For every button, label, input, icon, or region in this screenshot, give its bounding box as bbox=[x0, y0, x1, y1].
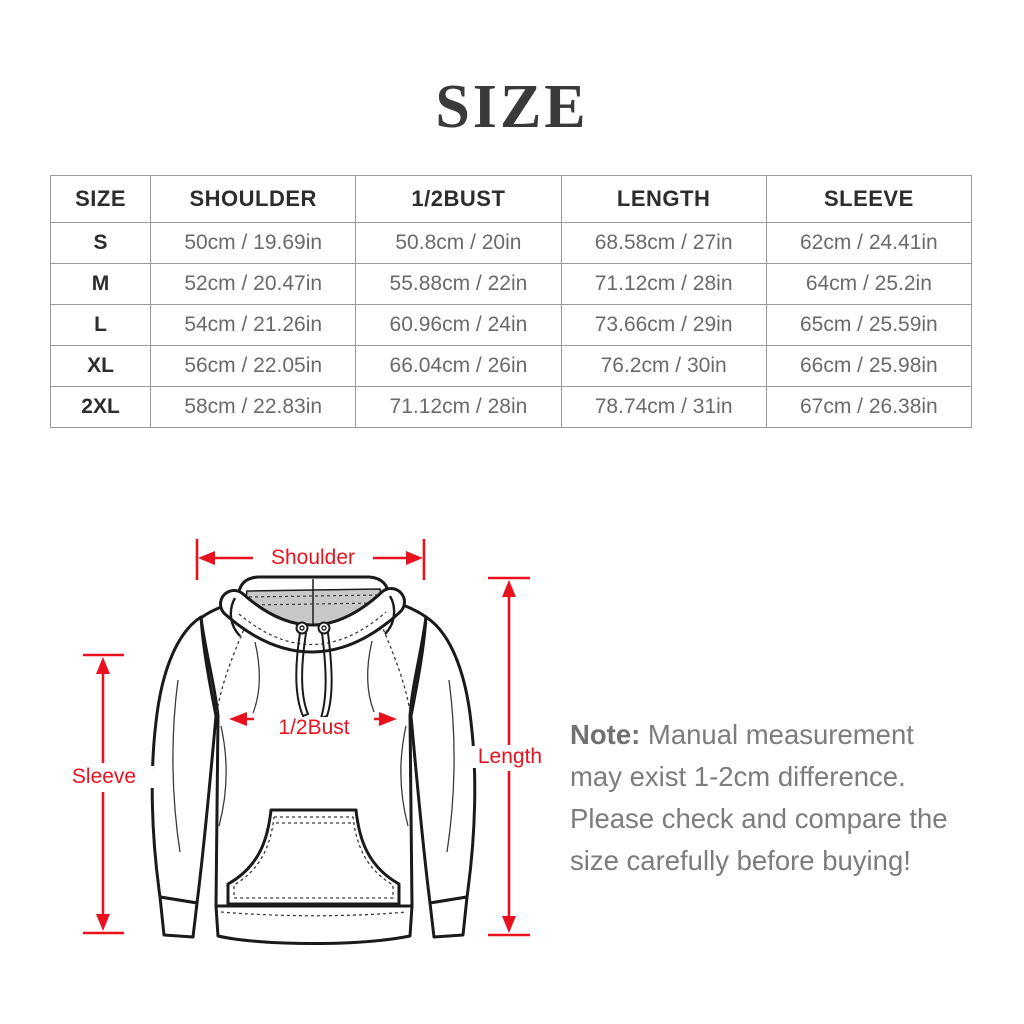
length-cell: 73.66cm / 29in bbox=[561, 305, 766, 346]
length-cell: 71.12cm / 28in bbox=[561, 264, 766, 305]
size-cell: S bbox=[51, 223, 151, 264]
sleeve-cell: 65cm / 25.59in bbox=[766, 305, 971, 346]
size-cell: L bbox=[51, 305, 151, 346]
note-label: Note: bbox=[570, 718, 641, 750]
right-cuff bbox=[430, 897, 467, 937]
shoulder-cell: 52cm / 20.47in bbox=[151, 264, 356, 305]
measurement-note bbox=[570, 714, 968, 882]
shoulder-cell: 58cm / 22.83in bbox=[151, 387, 356, 428]
shoulder-cell: 54cm / 21.26in bbox=[151, 305, 356, 346]
header-bust: 1/2BUST bbox=[356, 176, 561, 223]
left-cuff bbox=[160, 897, 197, 937]
header-size: SIZE bbox=[51, 176, 151, 223]
half-bust-measure-label: 1/2Bust bbox=[254, 717, 374, 739]
sleeve-cell: 64cm / 25.2in bbox=[766, 264, 971, 305]
length-cell: 76.2cm / 30in bbox=[561, 346, 766, 387]
right-grommet bbox=[319, 623, 330, 634]
page-title: SIZE bbox=[435, 73, 589, 141]
header-length: LENGTH bbox=[561, 176, 766, 223]
bust-cell: 55.88cm / 22in bbox=[356, 264, 561, 305]
sleeve-arrow bbox=[83, 655, 124, 933]
shoulder-cell: 50cm / 19.69in bbox=[151, 223, 356, 264]
shoulder-measure-label: Shoulder bbox=[253, 547, 373, 569]
size-cell: M bbox=[51, 264, 151, 305]
hem-band bbox=[216, 906, 412, 944]
shoulder-cell: 56cm / 22.05in bbox=[151, 346, 356, 387]
length-measure-label: Length bbox=[460, 746, 560, 768]
note-text: Manual measurement may exist 1-2cm difference. Please check and compare the size carefully before buying! bbox=[570, 718, 948, 876]
header-shoulder: SHOULDER bbox=[151, 176, 356, 223]
size-cell: XL bbox=[51, 346, 151, 387]
bust-cell: 66.04cm / 26in bbox=[356, 346, 561, 387]
sleeve-cell: 67cm / 26.38in bbox=[766, 387, 971, 428]
size-cell: 2XL bbox=[51, 387, 151, 428]
bust-cell: 60.96cm / 24in bbox=[356, 305, 561, 346]
bust-cell: 71.12cm / 28in bbox=[356, 387, 561, 428]
left-sleeve bbox=[152, 617, 216, 903]
length-cell: 68.58cm / 27in bbox=[561, 223, 766, 264]
left-grommet bbox=[297, 623, 308, 634]
sleeve-cell: 66cm / 25.98in bbox=[766, 346, 971, 387]
header-sleeve: SLEEVE bbox=[766, 176, 971, 223]
sleeve-cell: 62cm / 24.41in bbox=[766, 223, 971, 264]
sleeve-measure-label: Sleeve bbox=[54, 766, 154, 788]
length-cell: 78.74cm / 31in bbox=[561, 387, 766, 428]
bust-cell: 50.8cm / 20in bbox=[356, 223, 561, 264]
